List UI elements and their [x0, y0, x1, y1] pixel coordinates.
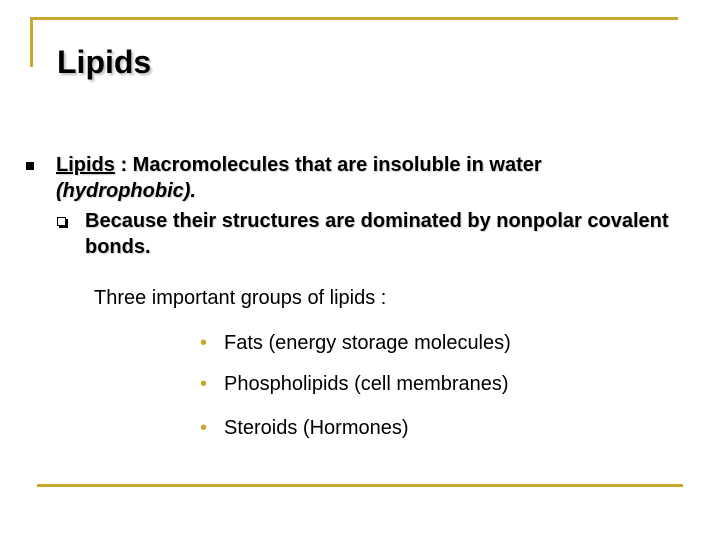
hydrophobic-text: (hydrophobic).: [56, 180, 196, 202]
main-bullet-text: [56, 152, 706, 204]
slide-title: Lipids: [57, 44, 152, 80]
group-item-label: Phospholipids (cell membranes): [224, 373, 509, 395]
group-item-label: Fats (energy storage molecules): [224, 332, 511, 354]
group-item-label: Steroids (Hormones): [224, 417, 409, 439]
frame-bottom-line: [37, 484, 683, 487]
group-item: [200, 415, 409, 441]
dot-bullet-icon: •: [200, 373, 208, 395]
frame-top-line: [30, 17, 678, 20]
dot-bullet-icon: •: [200, 417, 208, 439]
frame-left-line: [30, 17, 33, 67]
term-lipids: Lipids: [56, 154, 115, 176]
group-item: [200, 330, 511, 356]
group-item: [200, 371, 509, 397]
groups-heading: Three important groups of lipids :: [94, 287, 387, 309]
definition-text: : Macromolecules that are insoluble in water: [114, 154, 542, 176]
square-bullet-icon: [26, 162, 34, 170]
sub-bullet-text: Because their structures are dominated by nonpolar covalent bonds.: [85, 210, 669, 258]
hollow-square-bullet-icon: [57, 217, 66, 226]
dot-bullet-icon: •: [200, 332, 208, 354]
